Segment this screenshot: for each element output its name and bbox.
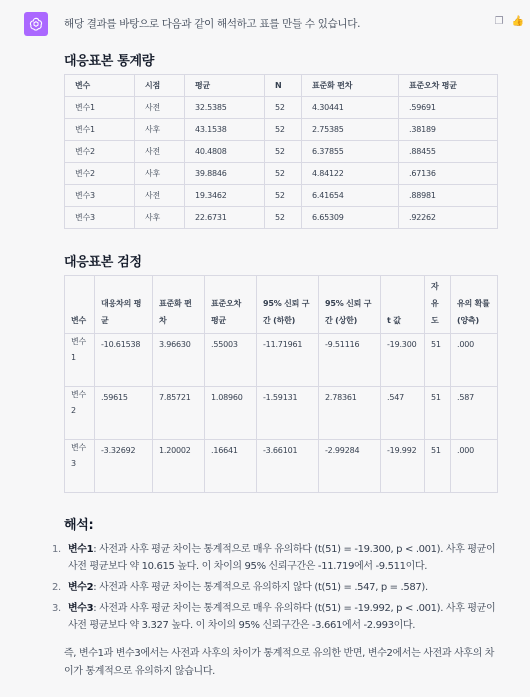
paired-statistics-table [64, 74, 498, 229]
cell: 2.75385 [302, 119, 399, 141]
cell: .000 [451, 440, 498, 493]
table-header: 95% 신뢰 구간 (상한) [319, 276, 381, 334]
cell: 52 [265, 141, 302, 163]
analysis-title: 해석: [64, 518, 94, 533]
cell: 변수3 [65, 440, 95, 493]
intro-text: 해당 결과를 바탕으로 다음과 같이 해석하고 표를 만들 수 있습니다. [64, 18, 361, 30]
cell: .88455 [399, 141, 498, 163]
cell: 22.6731 [185, 207, 265, 229]
cell: 6.37855 [302, 141, 399, 163]
cell: 52 [265, 119, 302, 141]
cell: 52 [265, 97, 302, 119]
section2-title: 대응표본 검정 [64, 255, 142, 270]
list-number: 1. [52, 544, 61, 555]
cell: .000 [451, 334, 498, 387]
cell: .38189 [399, 119, 498, 141]
table-header: 표준오차 평균 [399, 75, 498, 97]
cell: .587 [451, 387, 498, 440]
cell: 6.65309 [302, 207, 399, 229]
table-row [65, 163, 498, 185]
cell: 43.1538 [185, 119, 265, 141]
conclusion-text: 즉, 변수1과 변수3에서는 사전과 사후의 차이가 통계적으로 유의한 반면, 변수2에서는 사전과 사후의 차이가 통계적으로 유의하지 않습니다. [64, 648, 495, 677]
cell: .59691 [399, 97, 498, 119]
cell: 사전 [135, 185, 185, 207]
cell: -19.992 [381, 440, 425, 493]
cell: 변수3 [65, 185, 135, 207]
copy-icon[interactable]: ❐ [494, 16, 504, 27]
cell: 7.85721 [153, 387, 205, 440]
table-header: 표준화 편차 [153, 276, 205, 334]
cell: 변수3 [65, 207, 135, 229]
message-actions [495, 16, 524, 27]
cell: 32.5385 [185, 97, 265, 119]
cell: 변수2 [65, 387, 95, 440]
cell: -19.300 [381, 334, 425, 387]
cell: .16641 [205, 440, 257, 493]
table-row [65, 185, 498, 207]
table-header: 유의 확률 (양측) [451, 276, 498, 334]
list-number: 3. [52, 603, 61, 614]
thumbs-up-icon[interactable]: 👍 [511, 16, 524, 27]
list-item [52, 600, 500, 634]
cell: .92262 [399, 207, 498, 229]
table-header: 표준화 편차 [302, 75, 399, 97]
cell: 1.20002 [153, 440, 205, 493]
cell: 3.96630 [153, 334, 205, 387]
table-row [65, 334, 498, 387]
list-item [52, 579, 500, 596]
variable-name: 변수3 [68, 603, 94, 614]
cell: 39.8846 [185, 163, 265, 185]
table-row [65, 207, 498, 229]
cell: 19.3462 [185, 185, 265, 207]
cell: 사후 [135, 163, 185, 185]
analysis-text: : 사전과 사후 평균 차이는 통계적으로 유의하지 않다 (t(51) = .547, p = .587). [93, 582, 428, 593]
cell: 사후 [135, 119, 185, 141]
cell: 변수2 [65, 163, 135, 185]
variable-name: 변수2 [68, 582, 94, 593]
cell: 변수1 [65, 119, 135, 141]
cell: 52 [265, 185, 302, 207]
table-header: 대응차의 평균 [95, 276, 153, 334]
cell: .55003 [205, 334, 257, 387]
cell: 2.78361 [319, 387, 381, 440]
table-header: N [265, 75, 302, 97]
variable-name: 변수1 [68, 544, 94, 555]
table-row [65, 97, 498, 119]
cell: .547 [381, 387, 425, 440]
table-header: 변수 [65, 276, 95, 334]
cell: -2.99284 [319, 440, 381, 493]
list-item [52, 541, 500, 575]
cell: 4.84122 [302, 163, 399, 185]
cell: 사후 [135, 207, 185, 229]
table-header: t 값 [381, 276, 425, 334]
cell: 1.08960 [205, 387, 257, 440]
cell: -1.59131 [257, 387, 319, 440]
analysis-list [52, 541, 500, 638]
cell: 사전 [135, 141, 185, 163]
cell: 변수1 [65, 334, 95, 387]
cell: 4.30441 [302, 97, 399, 119]
assistant-avatar [24, 12, 48, 36]
cell: 40.4808 [185, 141, 265, 163]
cell: .59615 [95, 387, 153, 440]
paired-test-table [64, 275, 498, 493]
openai-logo-icon [28, 16, 44, 32]
table-row [65, 141, 498, 163]
table-header: 표준오차 평균 [205, 276, 257, 334]
cell: -10.61538 [95, 334, 153, 387]
cell: -3.66101 [257, 440, 319, 493]
section1-title: 대응표본 통계량 [64, 54, 155, 69]
analysis-text: : 사전과 사후 평균 차이는 통계적으로 매우 유의하다 (t(51) = -19.300, p < .001). 사후 평균이 사전 평균보다 약 10.615 높다. 이 차이의 95% 신뢰구간은 -11.719에서 -9.511이다. [68, 544, 496, 572]
cell: -9.51116 [319, 334, 381, 387]
cell: 51 [425, 334, 451, 387]
table-row [65, 440, 498, 493]
cell: 사전 [135, 97, 185, 119]
cell: 6.41654 [302, 185, 399, 207]
analysis-text: : 사전과 사후 평균 차이는 통계적으로 매우 유의하다 (t(51) = -19.992, p < .001). 사후 평균이 사전 평균보다 약 3.327 높다. 이 차이의 95% 신뢰구간은 -3.661에서 -2.993이다. [68, 603, 496, 631]
cell: 51 [425, 440, 451, 493]
table-header: 시점 [135, 75, 185, 97]
table-row [65, 387, 498, 440]
cell: 52 [265, 163, 302, 185]
table-header: 95% 신뢰 구간 (하한) [257, 276, 319, 334]
cell: .67136 [399, 163, 498, 185]
table-header: 자유도 [425, 276, 451, 334]
cell: 52 [265, 207, 302, 229]
cell: 51 [425, 387, 451, 440]
cell: -3.32692 [95, 440, 153, 493]
cell: 변수1 [65, 97, 135, 119]
cell: 변수2 [65, 141, 135, 163]
list-number: 2. [52, 582, 61, 593]
table-row [65, 119, 498, 141]
table-header: 평균 [185, 75, 265, 97]
cell: .88981 [399, 185, 498, 207]
table-header: 변수 [65, 75, 135, 97]
cell: -11.71961 [257, 334, 319, 387]
